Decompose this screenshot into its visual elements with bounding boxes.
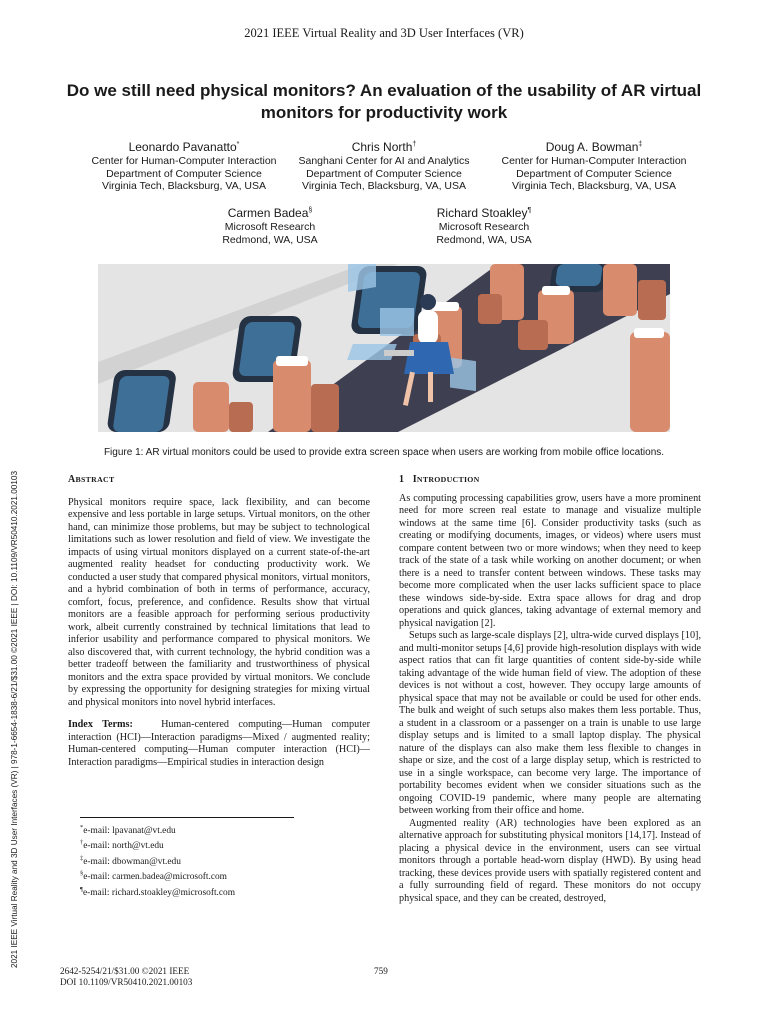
author-affiliation: Center for Human-Computer Interaction xyxy=(91,155,277,167)
footnote: ¶e-mail: richard.stoakley@microsoft.com xyxy=(80,885,236,898)
author-affiliation: Department of Computer Science xyxy=(516,167,672,180)
author-affiliation: Department of Computer Science xyxy=(106,167,262,180)
intro-paragraph: Augmented reality (AR) technologies have been explored as an alternative approach for substituting physical monitors [14,17]. Instead of placing a physical device in the environment, users can see virtual monitors through a portable head-worn display (HWD). By using head tracking, these devices provide users with spatially registered content and a fully surrounding field of regard. These monitors do not occupy physical space, and they can be created, destroyed, xyxy=(399,817,701,904)
author-affiliation: Redmond, WA, USA xyxy=(222,233,318,246)
author-block-4 xyxy=(190,203,350,246)
footnotes xyxy=(80,822,235,899)
footnote: *e-mail: lpavanat@vt.edu xyxy=(80,824,176,837)
author-affiliation: Microsoft Research xyxy=(224,221,316,233)
abstract-text: Physical monitors require space, lack flexibility, and can become expensive and less portable in large setups. Virtual monitors, on the other hand, can minimize those problems, but may be subject to technological limitations such as lower resolution and field of view. We investigate the impacts of using virtual monitors displayed on a current state-of-the-art augmented reality headset for conducting productivity work. We conducted a user study that compared physical monitors, virtual monitors, and a hybrid combination of both in terms of performance, accuracy, comfort, focus, preference, and confidence. Results show that virtual monitors are a feasible approach for performing serious productivity work, albeit currently constrained by technical limitations that lead to inferior usability and performance compared to physical monitors. We also discovered that, with current technology, the hybrid condition was a better tradeoff between the familiarity and trustworthiness of physical monitors and the extra space provided by virtual monitors. We conclude by expressing the opportunity for designing strategies for mixing virtual and physical monitors into novel hybrid interfaces. xyxy=(68,496,370,708)
author-mark: ¶ xyxy=(527,207,532,214)
author-name: Richard Stoakley xyxy=(436,206,528,220)
page-number: 759 xyxy=(374,966,388,976)
footnote: §e-mail: carmen.badea@microsoft.com xyxy=(80,870,227,883)
author-block-1 xyxy=(84,137,284,193)
author-block-5 xyxy=(404,203,564,246)
author-name: Doug A. Bowman xyxy=(545,140,639,154)
author-affiliation: Virginia Tech, Blacksburg, VA, USA xyxy=(102,180,266,193)
footnote-rule xyxy=(80,817,294,818)
author-affiliation: Virginia Tech, Blacksburg, VA, USA xyxy=(302,180,466,193)
train-window xyxy=(106,370,177,432)
abstract-heading: ABSTRACT xyxy=(68,474,115,485)
issn-line: 2642-5254/21/$31.00 ©2021 IEEE xyxy=(60,966,190,976)
abstract-section xyxy=(68,474,370,769)
sidebar-citation: 2021 IEEE Virtual Reality and 3D User Interfaces (VR) | 978-1-6654-1838-6/21/$31.00 ©2021 IEEE | DOI: 10.1109/VR50410.2021.00103 xyxy=(10,471,19,968)
author-mark: § xyxy=(308,207,313,214)
introduction-heading: 1 INTRODUCTION xyxy=(399,474,480,485)
author-block-3 xyxy=(494,137,694,193)
footnote: †e-mail: north@vt.edu xyxy=(80,839,164,852)
author-name: Chris North xyxy=(351,140,413,154)
author-mark: ‡ xyxy=(638,141,643,148)
intro-paragraph: Setups such as large-scale displays [2], ultra-wide curved displays [10], and multi-monitor setups [4,6] provide high-resolution displays with wide aspect ratios that can fit large quantities of content side-by-side while taking advantage of the wide human field of view. The adoption of these devices is not without a cost, however. They occupy large amounts of physical space that may not be available or could be used for other ends. The bulk and weight of such setups also makes them less portable. Thus, a student in a classroom or a passenger on a train is unable to use large display setups and is limited to a small laptop display. The physical nature of the displays can also make them less flexible to changes in shape or size, and the cost of a large display setup, which is restricted to use in a single workspace, can become very large. The importance of portability becomes evident when we consider situations such as the ongoing COVID-19 pandemic, where many people are alternating between working from their office and home. xyxy=(399,630,701,816)
author-name: Carmen Badea xyxy=(227,206,309,220)
conference-header: 2021 IEEE Virtual Reality and 3D User Interfaces (VR) xyxy=(244,26,524,40)
footnote: ‡e-mail: dbowman@vt.edu xyxy=(80,854,181,867)
paper-title: Do we still need physical monitors? An evaluation of the usability of AR virtual monitors for productivity work xyxy=(66,81,702,122)
page-footer xyxy=(60,966,192,988)
author-affiliation: Virginia Tech, Blacksburg, VA, USA xyxy=(512,180,676,193)
seat xyxy=(630,328,670,432)
author-name: Leonardo Pavanatto xyxy=(128,140,237,154)
introduction-section xyxy=(399,474,701,905)
author-affiliation: Department of Computer Science xyxy=(306,167,462,180)
author-affiliation: Sanghani Center for AI and Analytics xyxy=(298,155,470,167)
author-mark: * xyxy=(236,141,240,148)
author-affiliation: Center for Human-Computer Interaction xyxy=(501,155,687,167)
figure-caption: Figure 1: AR virtual monitors could be used to provide extra screen space when users are working from mobile office locations. xyxy=(103,447,665,458)
doi-line: DOI 10.1109/VR50410.2021.00103 xyxy=(60,977,193,987)
author-mark: † xyxy=(412,141,417,148)
author-affiliation: Redmond, WA, USA xyxy=(436,233,532,246)
intro-paragraph: As computing processing capabilities grow, users have a more prominent need for more screen real estate to manage and visualize multiple windows at the same time [6]. Consider productivity tasks (such as creating or modifying documents, images, or videos) where users must compare content between two or more windows; when they need to keep track of the state of a task while working on another document; or when there is a need to transfer content between windows. These tasks may become more complicated when the user lacks sufficient space to place these windows side-by-side. Extra space allows for drag and drop operations and quick glances, taking advantage of external memory and physical navigation [2]. xyxy=(399,492,701,629)
index-terms xyxy=(68,719,370,769)
train-illustration xyxy=(98,264,670,432)
index-terms-label: Index Terms: xyxy=(68,719,133,730)
author-affiliation: Microsoft Research xyxy=(438,221,530,233)
author-block-2 xyxy=(284,137,484,193)
index-terms-text: Human-centered computing—Human computer interaction (HCI)—Interaction paradigms—Mixed / augmented reality; Human-centered computing—Human computer interaction (HCI)—Interaction paradigms—Empirical studies in interaction design xyxy=(68,719,370,768)
